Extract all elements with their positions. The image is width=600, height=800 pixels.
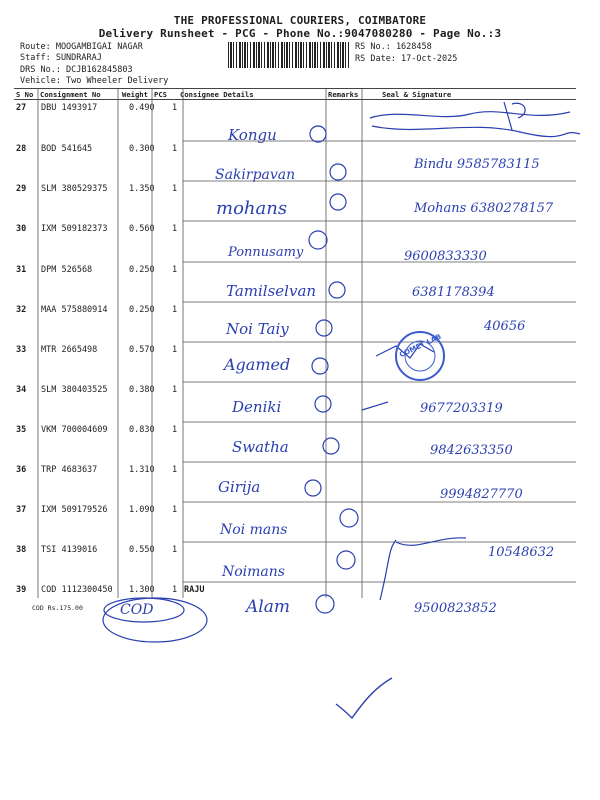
- rs-number: RS No.: 1628458: [355, 42, 432, 52]
- row-consignment: VKM 700004609: [41, 425, 108, 435]
- handwritten-name: Girija: [218, 478, 261, 496]
- row-consignment: MAA 575880914: [41, 305, 108, 315]
- handwritten-signature: 9994827770: [440, 487, 523, 502]
- row-sno: 38: [16, 545, 27, 555]
- row-consignment: SLM 380403525: [41, 385, 108, 395]
- row-consignment: BOD 541645: [41, 144, 93, 154]
- row-consignment: TRP 4683637: [41, 465, 98, 475]
- handwritten-name: Tamilselvan: [226, 282, 317, 300]
- row-sno: 37: [16, 505, 27, 515]
- delivery-stamp: [396, 332, 444, 380]
- handwritten-signature: Bindu 9585783115: [414, 157, 540, 172]
- staff-label: Staff: SUNDRARAJ: [20, 53, 102, 63]
- row-pcs: 1: [172, 305, 178, 315]
- handwritten-signature: 10548632: [488, 545, 555, 560]
- row-consignment: MTR 2665498: [41, 345, 98, 355]
- row-consignment: IXM 509179526: [41, 505, 108, 515]
- vehicle-label: Vehicle: Two Wheeler Delivery: [20, 76, 169, 86]
- row-pcs: 1: [172, 265, 178, 275]
- row-weight: 0.250: [129, 305, 155, 315]
- cod-amount: COD Rs.175.00: [32, 604, 83, 612]
- handwritten-signature: 9600833330: [404, 249, 487, 264]
- row-consignment: DBU 1493917: [41, 103, 98, 113]
- handwritten-name: Swatha: [232, 438, 289, 456]
- row-pcs: 1: [172, 425, 178, 435]
- row-pcs: 1: [172, 505, 178, 515]
- handwritten-signature: 9500823852: [414, 601, 497, 616]
- handwritten-name: Kongu: [228, 126, 277, 144]
- row-pcs: 1: [172, 224, 178, 234]
- handwritten-signature: 9842633350: [430, 443, 513, 458]
- row-weight: 0.560: [129, 224, 155, 234]
- handwritten-name: mohans: [216, 198, 288, 219]
- runsheet-subtitle: Delivery Runsheet - PCG - Phone No.:9047080280 - Page No.:3: [98, 27, 502, 40]
- row-pcs: 1: [172, 345, 178, 355]
- row-sno: 36: [16, 465, 27, 475]
- col-weight: Weight: [122, 90, 148, 99]
- handwritten-signature: Mohans 6380278157: [414, 201, 554, 216]
- row-weight: 0.570: [129, 345, 155, 355]
- row-consignment: SLM 380529375: [41, 184, 108, 194]
- handwritten-name: Noimans: [222, 564, 285, 580]
- row-sno: 30: [16, 224, 27, 234]
- row-pcs: 1: [172, 585, 178, 595]
- col-consignee: Consignee Details: [180, 90, 254, 99]
- handwritten-name: Alam: [246, 597, 290, 617]
- rs-date: RS Date: 17-Oct-2025: [355, 54, 458, 64]
- company-title: THE PROFESSIONAL COURIERS, COIMBATORE: [173, 14, 427, 27]
- handwritten-name: Ponnusamy: [228, 245, 304, 260]
- handwritten-name: Deniki: [232, 398, 282, 416]
- handwritten-name: Noi Taiy: [226, 320, 289, 338]
- col-remarks: Remarks: [328, 90, 359, 99]
- row-sno: 35: [16, 425, 27, 435]
- row-sno: 32: [16, 305, 27, 315]
- handwritten-signature: 9677203319: [420, 401, 503, 416]
- row-sno: 34: [16, 385, 27, 395]
- row-pcs: 1: [172, 545, 178, 555]
- row-sno: 27: [16, 103, 27, 113]
- col-seal: Seal & Signature: [382, 90, 452, 99]
- row-pcs: 1: [172, 465, 178, 475]
- handwritten-name: Agamed: [224, 355, 291, 374]
- col-sno: S No: [16, 90, 34, 99]
- row-weight: 1.310: [129, 465, 155, 475]
- handwritten-name: Noi mans: [220, 522, 288, 538]
- row-pcs: 1: [172, 184, 178, 194]
- row-weight: 0.550: [129, 545, 155, 555]
- row-pcs: 1: [172, 103, 178, 113]
- row-weight: 1.090: [129, 505, 155, 515]
- stamp-text: COMET LAB: [398, 332, 443, 360]
- row-consignee: RAJU: [184, 585, 205, 595]
- cod-handwritten-mark: COD: [120, 602, 154, 618]
- handwritten-signature: 40656: [484, 319, 526, 334]
- handwritten-signature: 6381178394: [412, 285, 495, 300]
- row-weight: 1.300: [129, 585, 155, 595]
- row-weight: 0.380: [129, 385, 155, 395]
- row-sno: 28: [16, 144, 27, 154]
- row-sno: 39: [16, 585, 27, 595]
- col-pcs: PCS: [154, 90, 167, 99]
- row-sno: 33: [16, 345, 27, 355]
- row-pcs: 1: [172, 144, 178, 154]
- row-weight: 0.830: [129, 425, 155, 435]
- row-consignment: COD 1112300450: [41, 585, 113, 595]
- row-weight: 0.250: [129, 265, 155, 275]
- row-weight: 0.300: [129, 144, 155, 154]
- row-sno: 29: [16, 184, 27, 194]
- row-consignment: IXM 509182373: [41, 224, 108, 234]
- row-weight: 0.490: [129, 103, 155, 113]
- drs-number: DRS No.: DCJB162845803: [20, 65, 133, 75]
- row-weight: 1.350: [129, 184, 155, 194]
- route-label: Route: MOOGAMBIGAI NAGAR: [20, 42, 143, 52]
- row-sno: 31: [16, 265, 27, 275]
- row-pcs: 1: [172, 385, 178, 395]
- row-consignment: TSI 4139016: [41, 545, 98, 555]
- col-consignment: Consignment No: [40, 90, 101, 99]
- handwritten-name: Sakirpavan: [215, 167, 296, 183]
- row-consignment: DPM 526568: [41, 265, 93, 275]
